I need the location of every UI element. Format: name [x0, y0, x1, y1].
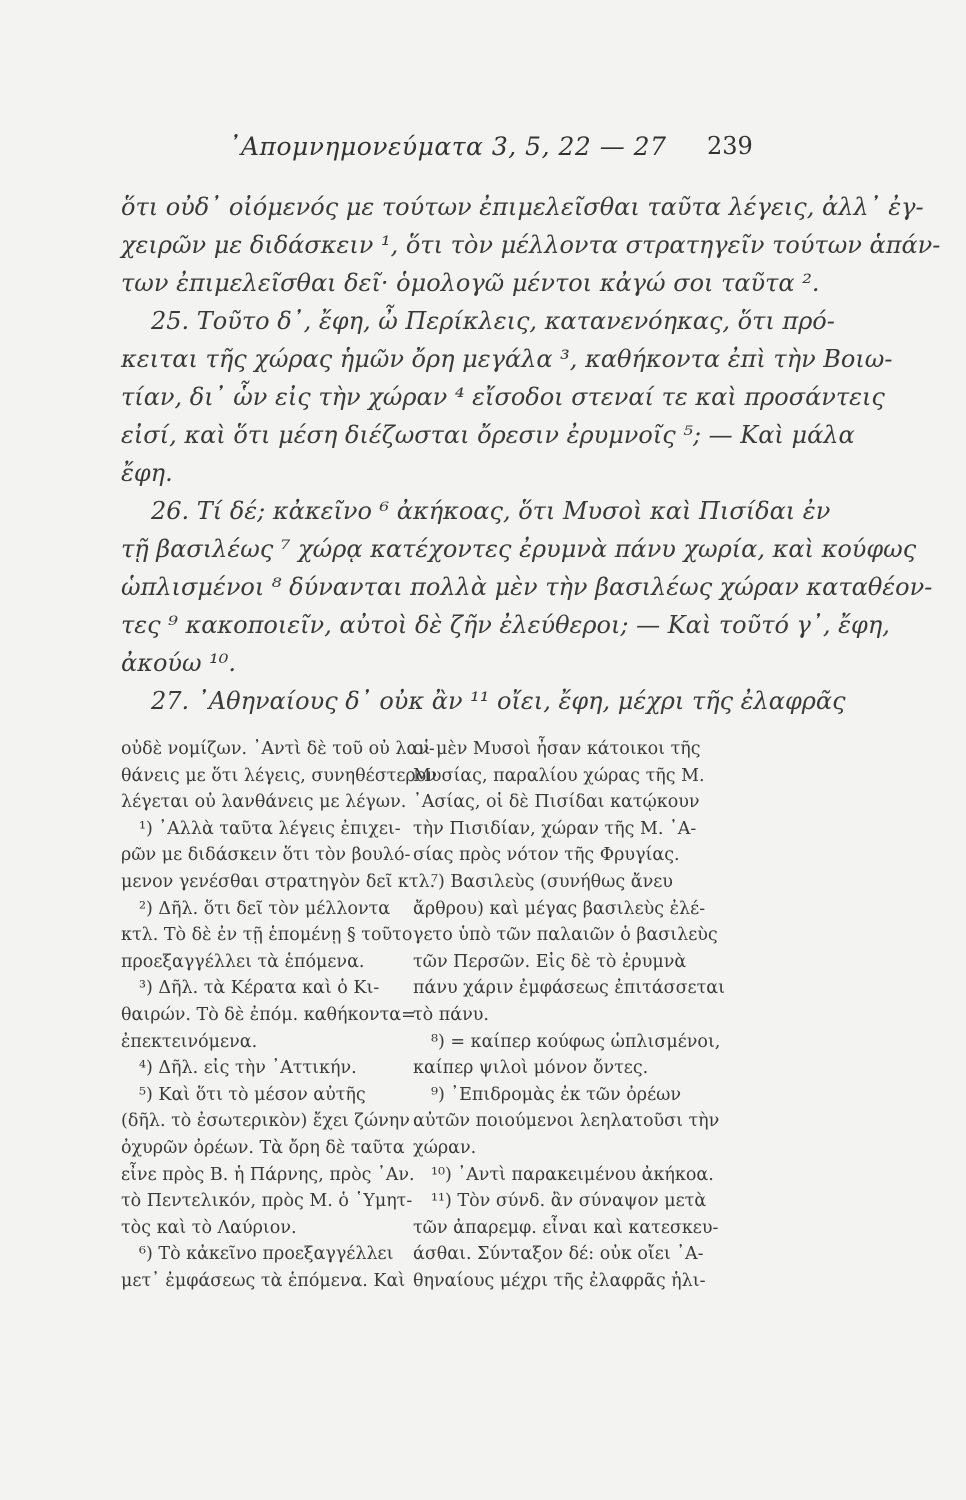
footnote-line: ¹) ᾿Αλλὰ ταῦτα λέγεις ἐπιχει-: [139, 818, 401, 839]
footnote-line: πάνυ χάριν ἐμφάσεως ἐπιτάσσεται: [413, 978, 725, 999]
footnote-line: οὐδὲ νομίζων. ᾿Αντὶ δὲ τοῦ οὐ λαν-: [121, 739, 435, 759]
running-header: [0, 126, 966, 166]
footnote-line: γετο ὑπὸ τῶν παλαιῶν ὁ βασιλεὺς: [413, 925, 718, 946]
footnote-line: τὸ πάνυ.: [413, 1004, 489, 1025]
footnote-line: ὀχυρῶν ὀρέων. Τὰ ὄρη δὲ ταῦτα: [121, 1137, 405, 1158]
footnote-line: μετ᾿ ἐμφάσεως τὰ ἑπόμενα. Καὶ: [121, 1270, 406, 1291]
text-line: 25. Τοῦτο δ᾿, ἔφη, ὦ Περίκλεις, κατανενόηκας, ὅτι πρό-: [151, 307, 835, 335]
footnote-line: τὸ Πεντελικόν, πρὸς Μ. ὁ ῾Υμητ-: [121, 1191, 413, 1212]
text-line: κειται τῆς χώρας ἡμῶν ὄρη μεγάλα ³, καθήκοντα ἐπὶ τὴν Βοιω-: [121, 345, 893, 373]
text-line: τίαν, δι᾿ ὧν εἰς τὴν χώραν ⁴ εἴσοδοι στεναί τε καὶ προσάντεις: [121, 383, 885, 411]
running-title: ᾿Απομνημονεύματα 3, 5, 22 — 27: [228, 132, 667, 161]
footnote-line: προεξαγγέλλει τὰ ἑπόμενα.: [121, 951, 365, 972]
footnote-line: ⁷) Βασιλεὺς (συνήθως ἄνευ: [431, 871, 673, 892]
footnote-line: χώραν.: [413, 1137, 477, 1158]
footnote-line: λέγεται οὐ λανθάνεις με λέγων.: [121, 792, 407, 813]
footnote-line: θηναίους μέχρι τῆς ἐλαφρᾶς ἡλι-: [413, 1270, 706, 1291]
footnote-line: ⁸) = καίπερ κούφως ὡπλισμένοι,: [431, 1031, 721, 1052]
footnote-line: ³) Δῆλ. τὰ Κέρατα καὶ ὁ Κι-: [139, 978, 380, 999]
footnote-line: ἐπεκτεινόμενα.: [121, 1031, 258, 1052]
text-line: των ἐπιμελεῖσθαι δεῖ· ὁμολογῶ μέντοι κἀγώ σοι ταῦτα ².: [121, 269, 820, 297]
footnote-line: ρῶν με διδάσκειν ὅτι τὸν βουλό-: [121, 845, 411, 866]
footnote-line: ⁶) Τὸ κἀκεῖνο προεξαγγέλλει: [139, 1244, 394, 1265]
footnote-line: ⁵) Καὶ ὅτι τὸ μέσον αὐτῆς: [139, 1084, 366, 1105]
footnote-line: ἄρθρου) καὶ μέγας βασιλεὺς ἐλέ-: [413, 898, 706, 919]
footnotes-left-column: [121, 736, 437, 1294]
footnote-line: εἶνε πρὸς Β. ἡ Πάρνης, πρὸς ᾿Αν.: [121, 1164, 415, 1185]
footnote-line: τῶν ἀπαρεμφ. εἶναι καὶ κατεσκευ-: [413, 1217, 719, 1238]
text-line: ἔφη.: [121, 459, 173, 487]
footnote-line: κτλ. Τὸ δὲ ἐν τῇ ἑπομένῃ § τοῦτο: [121, 925, 413, 946]
footnote-line: θαιρών. Τὸ δὲ ἐπόμ. καθήκοντα=: [121, 1004, 416, 1025]
footnote-line: ᾿Ασίας, οἱ δὲ Πισίδαι κατῴκουν: [413, 792, 700, 813]
text-line: τες ⁹ κακοποιεῖν, αὐτοὶ δὲ ζῆν ἐλεύθεροι; — Καὶ τοῦτό γ᾿, ἔφη,: [121, 611, 890, 639]
footnote-line: ²) Δῆλ. ὅτι δεῖ τὸν μέλλοντα: [139, 898, 391, 919]
footnote-line: Μυσίας, παραλίου χώρας τῆς Μ.: [413, 765, 705, 786]
text-line: 26. Τί δέ; κἀκεῖνο ⁶ ἀκήκοας, ὅτι Μυσοὶ καὶ Πισίδαι ἐν: [151, 497, 831, 525]
footnote-line: ⁹) ᾿Επιδρομὰς ἐκ τῶν ὀρέων: [431, 1084, 682, 1105]
footnote-line: καίπερ ψιλοὶ μόνον ὄντες.: [413, 1058, 649, 1079]
footnote-line: (δῆλ. τὸ ἐσωτερικὸν) ἔχει ζώνην: [121, 1111, 410, 1132]
footnote-line: ¹¹) Τὸν σύνδ. ἂν σύναψον μετὰ: [431, 1191, 707, 1212]
footnote-line: τὴν Πισιδίαν, χώραν τῆς Μ. ᾿Α-: [413, 818, 697, 839]
text-line: ὡπλισμένοι ⁸ δύνανται πολλὰ μὲν τὴν βασιλέως χώραν καταθέον-: [121, 573, 933, 601]
footnote-line: θάνεις με ὅτι λέγεις, συνηθέστερον: [121, 765, 437, 786]
footnotes-right-column: [413, 736, 773, 1294]
footnote-line: μενον γενέσθαι στρατηγὸν δεῖ κτλ.: [121, 871, 436, 892]
footnote-line: τῶν Περσῶν. Εἰς δὲ τὸ ἐρυμνὰ: [413, 951, 687, 972]
footnote-line: ¹⁰) ᾿Αντὶ παρακειμένου ἀκήκοα.: [431, 1164, 714, 1185]
text-line: εἰσί, καὶ ὅτι μέση διέζωσται ὄρεσιν ἐρυμνοῖς ⁵; — Καὶ μάλα: [121, 421, 855, 449]
main-text: [121, 188, 941, 720]
text-line: 27. ᾿Αθηναίους δ᾿ οὐκ ἂν ¹¹ οἴει, ἔφη, μέχρι τῆς ἐλαφρᾶς: [151, 687, 846, 715]
footnote-line: άσθαι. Σύνταξον δέ: οὐκ οἴει ᾿Α-: [413, 1244, 704, 1265]
text-line: ἀκούω ¹⁰.: [121, 649, 237, 677]
footnote-line: ⁴) Δῆλ. εἰς τὴν ᾿Αττικήν.: [139, 1058, 357, 1079]
footnote-line: τὸς καὶ τὸ Λαύριον.: [121, 1217, 297, 1238]
footnote-line: σίας πρὸς νότον τῆς Φρυγίας.: [413, 845, 680, 866]
page-number: 239: [707, 132, 753, 160]
text-line: τῇ βασιλέως ⁷ χώρᾳ κατέχοντες ἐρυμνὰ πάνυ χωρία, καὶ κούφως: [121, 535, 917, 563]
footnote-line: οἱ μὲν Μυσοὶ ἦσαν κάτοικοι τῆς: [413, 739, 701, 759]
footnote-line: αὐτῶν ποιούμενοι λεηλατοῦσι τὴν: [413, 1111, 720, 1132]
text-line: χειρῶν με διδάσκειν ¹, ὅτι τὸν μέλλοντα στρατηγεῖν τούτων ἁπάν-: [121, 231, 941, 259]
text-line: ὅτι οὐδ᾿ οἰόμενός με τούτων ἐπιμελεῖσθαι ταῦτα λέγεις, ἀλλ᾿ ἐγ-: [121, 193, 924, 221]
